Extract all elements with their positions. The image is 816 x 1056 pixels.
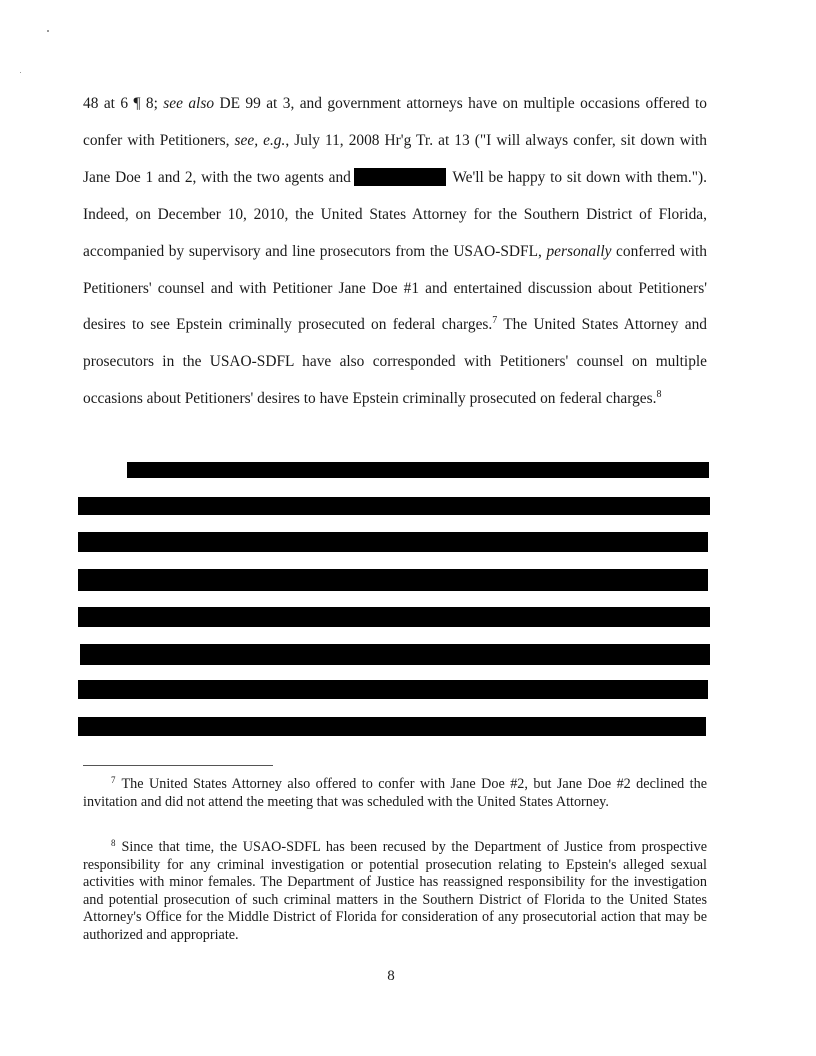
footnote-8 [83,839,707,945]
redaction-bar [78,717,706,736]
body-text-5: conferred with Petitioners' counsel and with Petitioner Jane Doe #1 and entertained discussion about Petitioners' desires to see Epstein criminally prosecuted on federal charges. [83,242,707,334]
body-text-2: DE 99 at 3, and government attorneys have on multiple occasions offered to confer with Petitioners, [83,95,707,149]
emphasis-personally: personally [546,242,612,260]
redaction-bar [78,497,710,515]
body-text-1: 48 at 6 ¶ 8; [83,95,164,112]
scan-speck [20,72,21,73]
redaction-bar [78,569,708,591]
footnote-separator [83,765,273,766]
footnote-7 [83,776,707,811]
body-text-6: The United States Attorney and prosecutors in the USAO-SDFL have also corresponded with Petitioners' counsel on multiple occasions about Petitioners' desires to have Epstein criminally prosecuted on federal charges. [83,316,707,408]
footnote-ref-7[interactable]: 7 [492,315,498,327]
scan-speck [47,30,49,32]
redaction-bar [80,644,710,665]
redaction-bar [127,462,709,478]
footnote-8-text: Since that time, the USAO-SDFL has been recused by the Department of Justice from prospective responsibility for any criminal investigation or potential prosecution relating to Epstein's alleged sexual activities with minor females. The Department of Justice has reassigned responsibility for the investigation and potential prosecution of such criminal matters in the Southern District of Florida to the United States Attorney's Office for the Middle District of Florida for consideration of any prosecutorial action that may be authorized and appropriate. [83,839,707,943]
redaction-bar [78,680,708,699]
footnote-7-number: 7 [111,775,116,785]
body-text-3: , July 11, 2008 Hr'g Tr. at 13 ("I will always confer, sit down with Jane Doe 1 and 2, with the two agents and [83,131,707,186]
footnote-ref-8[interactable]: 8 [656,389,662,401]
footnote-8-number: 8 [111,838,116,848]
page-number: 8 [387,968,395,984]
body-text-4: We'll be happy to sit down with them."). Indeed, on December 10, 2010, the United States Attorney for the Southern District of Florida, accompanied by supervisory and line prosecutors from the USAO-SDFL, [83,168,707,260]
inline-redaction [354,168,446,186]
footnote-7-text: The United States Attorney also offered to confer with Jane Doe #2, but Jane Doe #2 declined the invitation and did not attend the meeting that was scheduled with the United States Attorney. [83,776,707,810]
body-paragraph [83,86,707,418]
redaction-bar [78,532,708,552]
signal-see-eg: see, e.g. [234,131,286,149]
redaction-bar [78,607,710,627]
signal-see-also: see also [163,95,215,112]
